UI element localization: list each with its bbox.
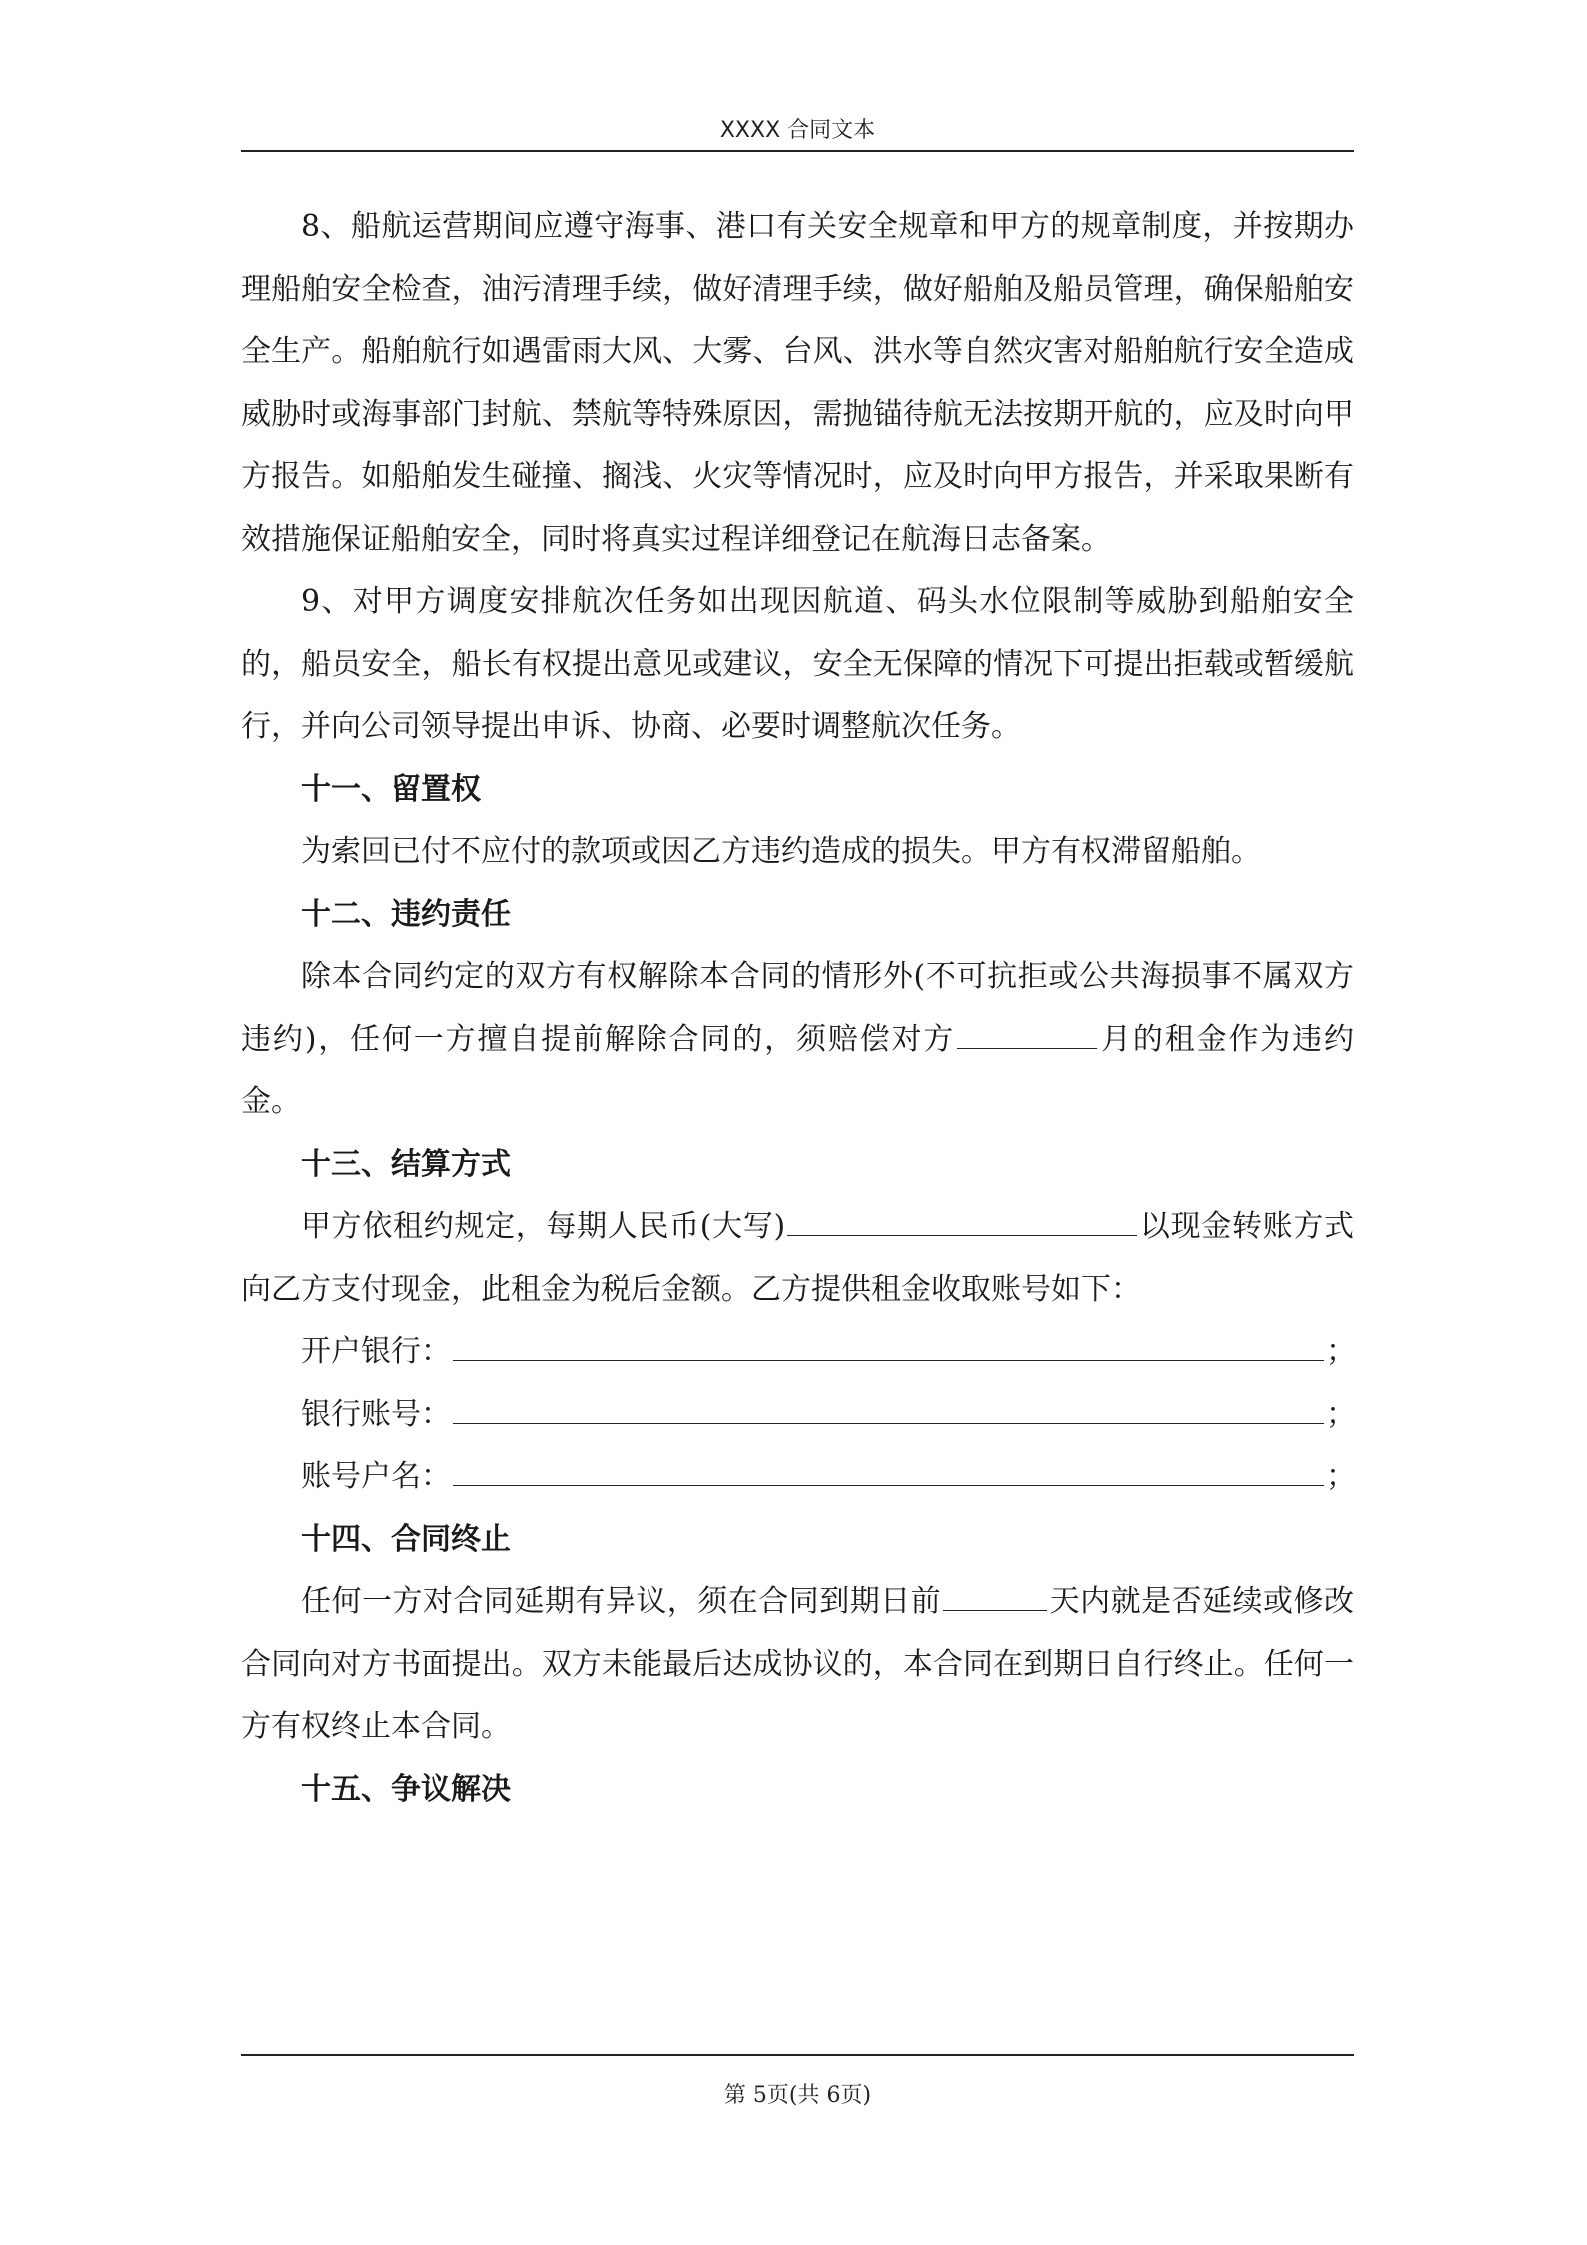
account-number-end: ； <box>1326 1396 1356 1432</box>
breach-text-after: 月的租金作为违约金。 <box>241 1021 1354 1119</box>
termination-text-after: 天内就是否延续或修改合同向对方书面提出。双方未能最后达成协议的，本合同在到期日自行终止。任何一方有权终止本合同。 <box>241 1584 1355 1744</box>
section-text-termination <box>241 1571 1354 1759</box>
bank-name-field[interactable] <box>453 1326 1324 1361</box>
section-heading-lien: 十一、留置权 <box>301 771 481 807</box>
section-text-lien: 为索回已付不应付的款项或因乙方违约造成的损失。甲方有权滞留船舶。 <box>301 834 1261 869</box>
account-holder-end: ； <box>1326 1459 1356 1494</box>
section-text-settlement <box>241 1196 1354 1321</box>
account-holder-label: 账号户名： <box>301 1459 451 1494</box>
contract-body <box>241 196 1354 1821</box>
account-holder-row <box>241 1446 1354 1509</box>
section-heading-termination: 十四、合同终止 <box>301 1521 511 1557</box>
page-number: 第 5页(共 6页) <box>723 2083 872 2108</box>
bank-name-end: ； <box>1326 1334 1356 1369</box>
header-title: XXXX 合同文本 <box>719 118 876 143</box>
clause-8: 8、船航运营期间应遵守海事、港口有关安全规章和甲方的规章制度，并按期办理船舶安全检查，油污清理手续，做好清理手续，做好船舶及船员管理，确保船舶安全生产。船舶航行如遇雷雨大风、大雾、台风、洪水等自然灾害对船舶航行安全造成威胁时或海事部门封航、禁航等特殊原因，需抛锚待航无法按期开航的，应及时向甲方报告。如船舶发生碰撞、搁浅、火灾等情况时，应及时向甲方报告，并采取果断有效措施保证船舶安全，同时将真实过程详细登记在航海日志备案。 <box>241 209 1354 557</box>
settlement-text-after: 以现金转账方式向乙方支付现金，此租金为税后金额。乙方提供租金收取账号如下： <box>241 1209 1354 1307</box>
section-heading-breach: 十二、违约责任 <box>301 896 511 932</box>
amount-blank-field[interactable] <box>787 1201 1137 1236</box>
clause-9: 9、对甲方调度安排航次任务如出现因航道、码头水位限制等威胁到船舶安全的，船员安全，船长有权提出意见或建议，安全无保障的情况下可提出拒载或暂缓航行，并向公司领导提出申诉、协商、必要时调整航次任务。 <box>241 584 1354 744</box>
bank-name-label: 开户银行： <box>301 1334 451 1369</box>
section-text-breach <box>241 946 1354 1134</box>
account-holder-field[interactable] <box>453 1451 1324 1486</box>
page-header <box>241 112 1354 152</box>
settlement-text-before: 甲方依租约规定，每期人民币(大写) <box>301 1209 786 1244</box>
account-number-label: 银行账号： <box>301 1396 451 1432</box>
breach-text-before: 除本合同约定的双方有权解除本合同的情形外(不可抗拒或公共海损事不属双方违约)，任何一方擅自提前解除合同的，须赔偿对方 <box>241 959 1354 1057</box>
account-number-row <box>241 1384 1354 1447</box>
section-heading-dispute: 十五、争议解决 <box>301 1771 511 1807</box>
days-blank-field[interactable] <box>943 1576 1047 1611</box>
bank-name-row <box>241 1321 1354 1384</box>
page-footer <box>241 2054 1354 2109</box>
termination-text-before: 任何一方对合同延期有异议，须在合同到期日前 <box>301 1584 942 1619</box>
account-number-field[interactable] <box>453 1389 1324 1424</box>
months-blank-field[interactable] <box>957 1014 1097 1049</box>
section-heading-settlement: 十三、结算方式 <box>301 1146 511 1182</box>
